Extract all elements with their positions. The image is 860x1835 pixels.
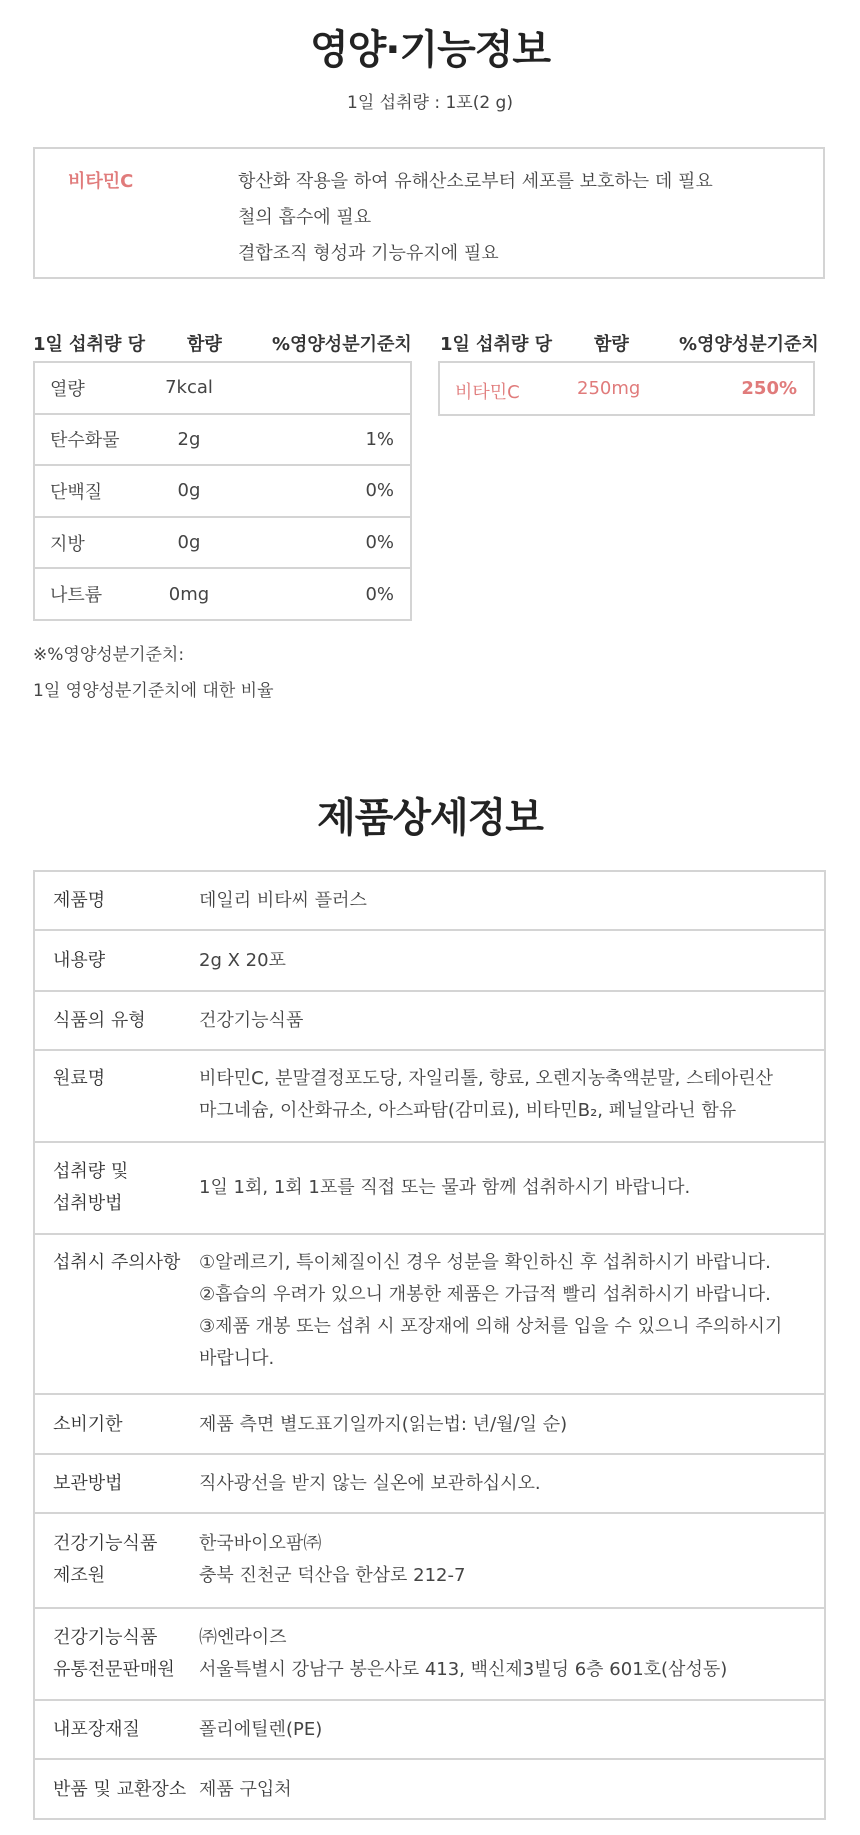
table-row [34,568,411,620]
row-label: 소비기한 [53,1414,123,1435]
nutrient-name: 열량 [34,362,144,414]
row-value: 충북 진천군 덕산읍 한삼로 212-7 [199,1565,466,1586]
row-value: 건강기능식품 [199,1010,304,1031]
table-row [34,871,825,930]
table-row [34,465,411,517]
table-row [34,1234,825,1394]
table-row [34,930,825,991]
footnote: 1일 영양성분기준치에 대한 비율 [33,681,274,701]
table-row [34,517,411,569]
row-value: 바랍니다. [199,1348,275,1369]
row-label: 섭취시 주의사항 [53,1252,181,1273]
nutrient-percent: 1% [234,414,411,466]
nutrient-name: 나트륨 [50,585,103,607]
vitamin-function: 철의 흡수에 필요 [238,207,372,228]
row-value: 직사광선을 받지 않는 실온에 보관하십시오. [199,1473,541,1494]
row-label: 건강기능식품 [53,1627,158,1648]
table-row [34,414,411,466]
nutrient-percent: 0% [365,583,394,605]
row-value: 폴리에틸렌(PE) [199,1719,323,1740]
table-row [34,1608,825,1700]
vitamin-name: 비타민C [455,382,520,403]
vitamin-c-row [438,361,815,416]
table-row [34,1513,825,1608]
header-per-intake: 1일 섭취량 당 [440,334,552,355]
row-value: 제품 구입처 [199,1779,292,1800]
header-amount: 함량 [187,334,222,355]
table-row [34,1454,825,1513]
nutrient-amount: 0g [144,517,234,569]
vitamin-function-box [33,147,825,279]
nutrition-title: 영양·기능정보 [309,27,551,73]
vitamin-name: 비타민C [68,171,134,192]
table-row [34,1142,825,1234]
row-label: 원료명 [53,1068,106,1089]
nutrient-name: 단백질 [34,465,144,517]
nutrient-name: 탄수화물 [34,414,144,466]
row-label: 내포장재질 [53,1719,140,1740]
table-row [34,1759,825,1819]
row-label: 보관방법 [53,1473,123,1494]
table-row [34,1700,825,1759]
row-value: 마그네슘, 이산화규소, 아스파탐(감미료), 비타민B₂, 페닐알라닌 함유 [199,1100,737,1121]
nutrient-amount: 7kcal [144,362,234,414]
header-percent: %영양성분기준치 [272,334,412,355]
vitamin-function: 결합조직 형성과 기능유지에 필요 [238,243,499,264]
header-per-intake: 1일 섭취량 당 [33,334,145,355]
row-value: ③제품 개봉 또는 섭취 시 포장재에 의해 상처를 입을 수 있으니 주의하시기 [199,1316,783,1337]
row-label: 반품 및 교환장소 [53,1779,187,1800]
row-value: ②흡습의 우려가 있으니 개봉한 제품은 가급적 빨리 섭취하시기 바랍니다. [199,1284,771,1305]
nutrient-percent: 0% [234,465,411,517]
nutrient-table [33,361,412,621]
row-value: 1일 1회, 1회 1포를 직접 또는 물과 함께 섭취하시기 바랍니다. [199,1177,691,1198]
vitamin-function: 항산화 작용을 하여 유해산소로부터 세포를 보호하는 데 필요 [238,171,713,192]
table-row [34,991,825,1050]
table-row [34,362,411,414]
nutrient-percent [234,362,411,414]
row-label: 섭취방법 [53,1193,123,1214]
nutrient-percent: 0% [234,517,411,569]
row-label: 식품의 유형 [53,1010,146,1031]
table-row [34,1050,825,1142]
header-percent: %영양성분기준치 [679,334,819,355]
nutrient-amount: 0mg [168,583,210,605]
vitamin-percent: 250% [741,378,797,399]
nutrient-name: 지방 [34,517,144,569]
nutrient-amount: 2g [144,414,234,466]
product-detail-table [33,870,826,1820]
footnote: ※%영양성분기준치: [33,645,185,665]
row-label: 건강기능식품 [53,1533,158,1554]
header-amount: 함량 [594,334,629,355]
detail-title: 제품상세정보 [317,795,543,841]
row-label: 제품명 [53,890,106,911]
row-value: 서울특별시 강남구 봉은사로 413, 백신제3빌딩 6층 601호(삼성동) [199,1659,728,1680]
row-value: 한국바이오팜㈜ [199,1533,322,1554]
row-label: 유통전문판매원 [53,1659,175,1680]
row-value: 제품 측면 별도표기일까지(읽는법: 년/월/일 순) [199,1414,568,1435]
row-value: 2g X 20포 [199,950,286,971]
row-label: 섭취량 및 [53,1161,129,1182]
row-value: ㈜엔라이즈 [199,1627,287,1648]
row-label: 내용량 [53,950,106,971]
vitamin-amount: 250mg [577,378,641,399]
row-label: 제조원 [53,1565,106,1586]
daily-intake: 1일 섭취량 : 1포(2 g) [347,93,513,113]
table-row [34,1394,825,1454]
row-value: ①알레르기, 특이체질이신 경우 성분을 확인하신 후 섭취하시기 바랍니다. [199,1252,771,1273]
row-value: 데일리 비타씨 플러스 [199,890,367,911]
nutrient-amount: 0g [144,465,234,517]
row-value: 비타민C, 분말결정포도당, 자일리톨, 향료, 오렌지농축액분말, 스테아린산 [199,1068,774,1089]
